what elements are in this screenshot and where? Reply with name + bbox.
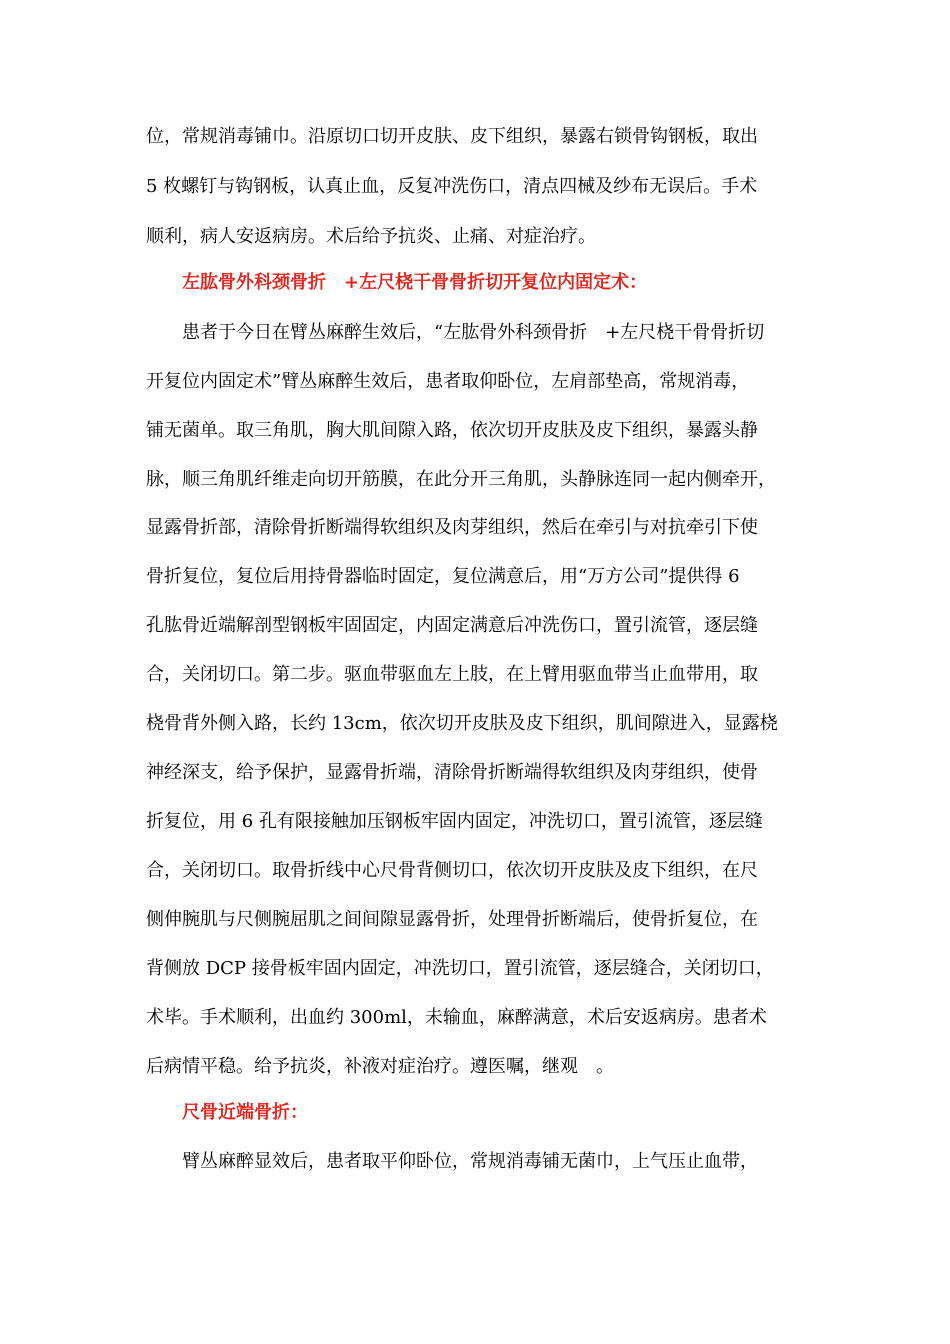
- paragraph-line: 合，关闭切口。第二步。驱血带驱血左上肢，在上臂用驱血带当止血带用，取: [146, 664, 758, 685]
- paragraph-line: 神经深支，给予保护，显露骨折端，清除骨折断端得软组织及肉芽组织，使骨: [146, 762, 758, 783]
- paragraph-line: 侧伸腕肌与尺侧腕屈肌之间间隙显露骨折，处理骨折断端后，使骨折复位，在: [146, 909, 758, 930]
- paragraph-line: 合，关闭切口。取骨折线中心尺骨背侧切口，依次切开皮肤及皮下组织，在尺: [146, 860, 758, 881]
- paragraph-line: 背侧放 DCP 接骨板牢固内固定，冲洗切口，置引流管，逐层缝合，关闭切口，: [146, 958, 774, 979]
- section-heading: 尺骨近端骨折：: [182, 1102, 308, 1123]
- section-heading: 左肱骨外科颈骨折 +左尺桡干骨骨折切开复位内固定术：: [182, 272, 648, 293]
- paragraph-line: 桡骨背外侧入路，长约 13cm，依次切开皮肤及皮下组织，肌间隙进入，显露桡: [146, 713, 778, 734]
- paragraph-line: 臂丛麻醉显效后，患者取平仰卧位，常规消毒铺无菌巾，上气压止血带，: [182, 1151, 758, 1172]
- paragraph-line: 位，常规消毒铺巾。沿原切口切开皮肤、皮下组织，暴露右锁骨钩钢板，取出: [146, 126, 758, 147]
- paragraph-line: 铺无菌单。取三角肌，胸大肌间隙入路，依次切开皮肤及皮下组织，暴露头静: [146, 420, 758, 441]
- paragraph-line: 脉，顺三角肌纤维走向切开筋膜，在此分开三角肌，头静脉连同一起内侧牵开，: [146, 469, 776, 490]
- paragraph-line: 术毕。手术顺利，出血约 300ml，未输血，麻醉满意，术后安返病房。患者术: [146, 1007, 767, 1028]
- paragraph-line: 骨折复位，复位后用持骨器临时固定，复位满意后，用“万方公司”提供得 6: [146, 566, 740, 587]
- paragraph-line: 显露骨折部，清除骨折断端得软组织及肉芽组织，然后在牵引与对抗牵引下使: [146, 517, 758, 538]
- paragraph-line: 后病情平稳。给予抗炎，补液对症治疗。遵医嘱，继观 。: [146, 1056, 614, 1077]
- paragraph-line: 开复位内固定术”臂丛麻醉生效后，患者取仰卧位，左肩部垫高，常规消毒，: [146, 371, 750, 392]
- paragraph-line: 顺利，病人安返病房。术后给予抗炎、止痛、对症治疗。: [146, 226, 596, 247]
- paragraph-line: 孔肱骨近端解剖型钢板牢固固定，内固定满意后冲洗伤口，置引流管，逐层缝: [146, 615, 758, 636]
- paragraph-line: 患者于今日在臂丛麻醉生效后，“左肱骨外科颈骨折 +左尺桡干骨骨折切: [182, 322, 765, 343]
- paragraph-line: 5 枚螺钉与钩钢板，认真止血，反复冲洗伤口，清点四械及纱布无误后。手术: [146, 176, 758, 197]
- paragraph-line: 折复位，用 6 孔有限接触加压钢板牢固内固定，冲洗切口，置引流管，逐层缝: [146, 811, 763, 832]
